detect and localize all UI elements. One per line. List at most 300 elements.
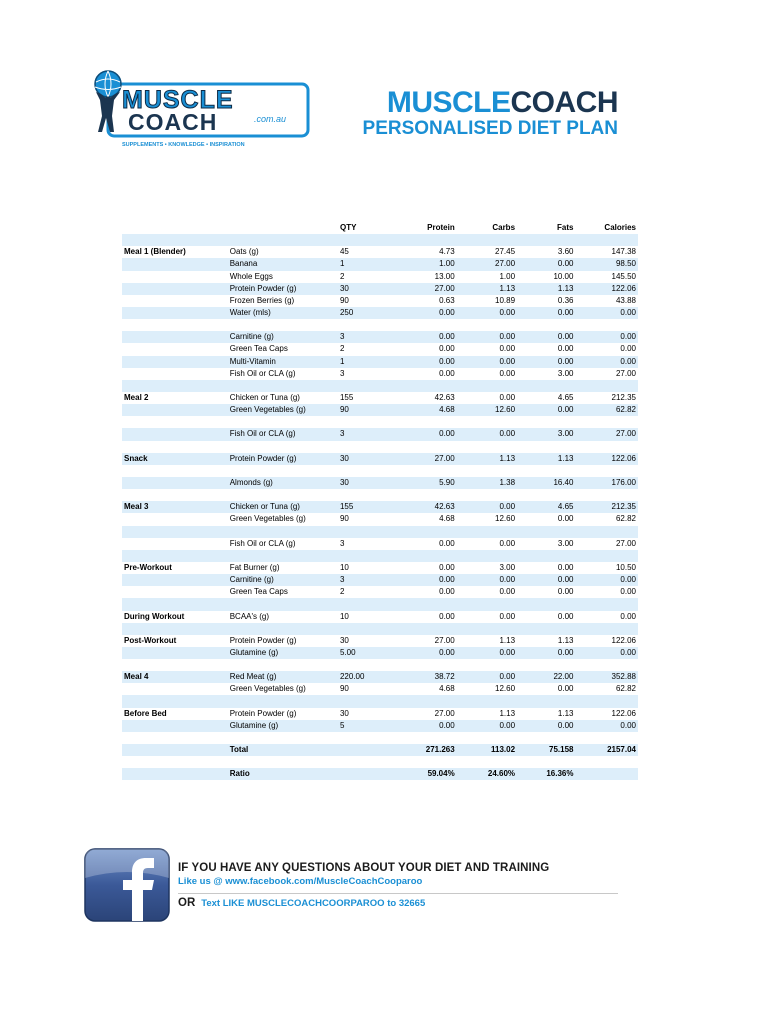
footer-question: IF YOU HAVE ANY QUESTIONS ABOUT YOUR DIET AND TRAINING [178, 862, 550, 874]
cell-item: Green Vegetables (g) [229, 514, 306, 524]
cell-qty: 2 [339, 587, 345, 597]
cell-meal [122, 477, 228, 489]
cell-calories: 10.50 [615, 563, 636, 572]
cell-qty: 30 [339, 635, 349, 645]
cell-protein: 0.00 [400, 574, 457, 586]
cell-meal [122, 271, 228, 283]
cell-qty: 3 [338, 428, 400, 440]
cell-carbs [457, 598, 517, 610]
cell-item [228, 234, 338, 246]
cell-protein: 0.00 [400, 356, 457, 368]
table-row [122, 611, 638, 623]
table-row [122, 623, 638, 635]
cell-carbs [457, 465, 517, 477]
cell-item [228, 465, 338, 477]
cell-qty: 3 [338, 574, 400, 586]
cell-calories [575, 489, 638, 501]
cell-carbs [457, 732, 517, 744]
col-header-item [228, 222, 338, 234]
cell-meal [122, 441, 228, 453]
cell-fats: 16.36% [517, 768, 575, 780]
col-header-calories: Calories [604, 223, 636, 233]
cell-protein: 38.72 [400, 671, 457, 683]
cell-carbs: 0.00 [457, 574, 517, 586]
cell-fats: 0.36 [557, 295, 574, 305]
cell-fats: 3.00 [557, 538, 574, 548]
cell-carbs [457, 234, 517, 246]
cell-meal [122, 683, 228, 695]
cell-item: BCAA's (g) [229, 611, 270, 621]
cell-carbs [457, 441, 517, 453]
cell-calories: 176.00 [575, 477, 638, 489]
cell-qty: 30 [338, 477, 400, 489]
cell-fats [517, 550, 575, 562]
cell-fats: 1.13 [517, 453, 575, 465]
table-row [122, 720, 638, 732]
cell-calories [575, 659, 638, 671]
cell-item: Water (mls) [228, 307, 338, 319]
cell-protein [400, 465, 457, 477]
cell-qty: 90 [338, 404, 400, 416]
cell-qty: 30 [338, 283, 400, 295]
cell-calories: 122.06 [611, 635, 636, 645]
cell-item: Almonds (g) [228, 477, 338, 489]
svg-text:COACH: COACH [128, 109, 218, 135]
cell-meal: Before Bed [124, 708, 167, 718]
cell-calories: 0.00 [620, 611, 636, 621]
footer-or-label: OR [178, 897, 196, 909]
cell-meal [122, 368, 228, 380]
cell-carbs: 12.60 [495, 684, 516, 694]
cell-item [228, 489, 338, 501]
cell-protein [400, 550, 457, 562]
footer-divider [178, 893, 618, 894]
cell-carbs: 27.00 [457, 258, 517, 270]
table-row [122, 574, 638, 586]
table-row [122, 392, 638, 404]
cell-fats [517, 319, 575, 331]
table-row [122, 416, 638, 428]
cell-carbs: 1.13 [499, 708, 516, 718]
cell-item [228, 623, 338, 635]
cell-fats: 0.00 [517, 331, 575, 343]
cell-protein [400, 380, 457, 392]
cell-item: Protein Powder (g) [228, 283, 338, 295]
cell-fats: 0.00 [557, 344, 574, 354]
cell-fats [517, 598, 575, 610]
cell-calories: 0.00 [575, 574, 638, 586]
cell-meal: Meal 3 [122, 501, 228, 513]
cell-meal [122, 538, 228, 550]
cell-qty: 10 [339, 563, 349, 572]
svg-text:SUPPLEMENTS • KNOWLEDGE • INSP: SUPPLEMENTS • KNOWLEDGE • INSPIRATION [122, 142, 245, 148]
table-row [122, 550, 638, 562]
table-row [122, 659, 638, 671]
cell-meal: Meal 1 (Blender) [124, 247, 186, 257]
cell-meal: Snack [122, 453, 228, 465]
cell-item: Protein Powder (g) [229, 635, 297, 645]
cell-qty: 30 [339, 708, 349, 718]
table-row [122, 331, 638, 343]
cell-fats: 0.00 [557, 563, 574, 572]
cell-fats: 0.00 [517, 720, 575, 732]
cell-item: Protein Powder (g) [228, 453, 338, 465]
cell-protein: 27.00 [434, 708, 455, 718]
table-row [122, 283, 638, 295]
cell-fats [517, 756, 575, 768]
cell-meal [122, 428, 228, 440]
table-row [122, 695, 638, 707]
cell-meal [122, 489, 228, 501]
cell-meal [122, 695, 228, 707]
cell-qty [338, 598, 400, 610]
cell-fats: 0.00 [557, 611, 574, 621]
cell-carbs: 27.45 [495, 247, 516, 257]
table-row [122, 683, 638, 695]
cell-carbs: 0.00 [499, 538, 516, 548]
cell-carbs: 1.38 [457, 477, 517, 489]
cell-protein [400, 659, 457, 671]
cell-carbs [457, 489, 517, 501]
cell-item [228, 732, 338, 744]
cell-calories [575, 234, 638, 246]
cell-fats: 0.00 [557, 587, 574, 597]
cell-qty: 10 [339, 611, 349, 621]
cell-protein: 0.00 [439, 368, 455, 378]
table-row [122, 562, 638, 574]
cell-qty [338, 623, 400, 635]
cell-protein: 1.00 [400, 258, 457, 270]
cell-carbs: 3.00 [499, 563, 516, 572]
cell-fats [517, 416, 575, 428]
cell-qty: 3 [338, 331, 400, 343]
cell-fats [517, 465, 575, 477]
cell-fats [517, 695, 575, 707]
cell-meal [122, 416, 228, 428]
cell-protein: 0.00 [439, 344, 455, 354]
cell-meal [122, 586, 228, 598]
cell-meal: Meal 2 [124, 393, 149, 403]
table-row [122, 465, 638, 477]
cell-calories [575, 526, 638, 538]
cell-meal [122, 356, 228, 368]
cell-meal [122, 283, 228, 295]
cell-carbs: 0.00 [457, 356, 517, 368]
cell-meal [122, 732, 228, 744]
facebook-icon[interactable] [84, 848, 170, 922]
cell-item: Frozen Berries (g) [229, 295, 295, 305]
cell-carbs: 0.00 [457, 671, 517, 683]
cell-qty [338, 416, 400, 428]
cell-qty: 90 [339, 514, 349, 524]
cell-qty [338, 441, 400, 453]
cell-carbs: 0.00 [457, 428, 517, 440]
cell-protein: 0.00 [439, 611, 455, 621]
cell-qty: 2 [339, 271, 345, 281]
cell-protein: 0.00 [439, 563, 455, 572]
table-row [122, 647, 638, 659]
cell-qty: 45 [339, 247, 349, 257]
cell-protein: 27.00 [400, 283, 457, 295]
cell-carbs: 1.13 [457, 453, 517, 465]
col-header-protein: Protein [427, 223, 455, 233]
cell-fats: 0.00 [517, 356, 575, 368]
col-header-carbs: Carbs [492, 223, 516, 233]
cell-qty: 90 [339, 684, 349, 694]
cell-item [228, 441, 338, 453]
cell-item: Protein Powder (g) [229, 708, 297, 718]
cell-item: Green Vegetables (g) [229, 684, 306, 694]
diet-plan-table [122, 222, 638, 780]
cell-calories: 0.00 [575, 307, 638, 319]
table-row [122, 732, 638, 744]
table-row [122, 598, 638, 610]
cell-qty [338, 732, 400, 744]
cell-calories: 62.82 [615, 684, 636, 694]
sms-offer: Text LIKE MUSCLECOACHCOORPAROO to 32665 [201, 898, 426, 909]
cell-item: Green Tea Caps [229, 587, 288, 597]
cell-carbs: 12.60 [495, 514, 516, 524]
title-subtitle: PERSONALISED DIET PLAN [362, 118, 618, 139]
cell-calories: 27.00 [615, 538, 636, 548]
cell-meal [122, 295, 228, 307]
cell-meal [122, 574, 228, 586]
cell-fats [517, 659, 575, 671]
cell-item: Multi-Vitamin [228, 356, 338, 368]
cell-protein [400, 756, 457, 768]
cell-item [228, 526, 338, 538]
cell-fats: 4.65 [517, 501, 575, 513]
cell-fats: 3.60 [557, 247, 574, 257]
cell-calories [575, 756, 638, 768]
cell-meal [122, 307, 228, 319]
cell-protein [400, 441, 457, 453]
cell-item [228, 659, 338, 671]
cell-carbs: 0.00 [457, 647, 517, 659]
cell-calories: 122.06 [575, 283, 638, 295]
cell-meal [122, 331, 228, 343]
cell-meal [122, 526, 228, 538]
cell-carbs: 113.02 [457, 744, 517, 756]
table-row [122, 586, 638, 598]
cell-protein: 0.00 [400, 428, 457, 440]
table-header-row [122, 222, 638, 234]
cell-protein: 5.90 [400, 477, 457, 489]
table-row [122, 526, 638, 538]
cell-item: Carnitine (g) [228, 574, 338, 586]
cell-meal [122, 768, 228, 780]
cell-calories: 147.38 [611, 247, 636, 257]
cell-protein: 4.68 [400, 404, 457, 416]
cell-protein: 0.00 [400, 720, 457, 732]
cell-fats: 1.13 [557, 708, 574, 718]
cell-protein [400, 234, 457, 246]
table-row [122, 441, 638, 453]
cell-protein: 271.263 [400, 744, 457, 756]
cell-qty [338, 526, 400, 538]
cell-calories [575, 465, 638, 477]
cell-fats: 0.00 [557, 514, 574, 524]
cell-fats: 4.65 [557, 393, 574, 403]
title-muscle: MUSCLE [386, 86, 511, 119]
cell-protein: 0.00 [439, 587, 455, 597]
cell-qty: 3 [339, 538, 345, 548]
cell-qty [338, 756, 400, 768]
table-row [122, 768, 638, 780]
table-row [122, 234, 638, 246]
cell-calories: 62.82 [615, 514, 636, 524]
cell-carbs: 0.00 [499, 587, 516, 597]
cell-meal [122, 720, 228, 732]
table-row [122, 404, 638, 416]
cell-item: Ratio [228, 768, 338, 780]
cell-carbs: 12.60 [457, 404, 517, 416]
cell-calories [575, 732, 638, 744]
cell-carbs: 0.00 [499, 344, 516, 354]
cell-fats: 1.13 [557, 635, 574, 645]
cell-calories [575, 319, 638, 331]
cell-carbs: 0.00 [499, 368, 516, 378]
cell-calories [575, 380, 638, 392]
facebook-link[interactable]: Like us @ www.facebook.com/MuscleCoachCooparoo [178, 876, 423, 887]
cell-calories [575, 416, 638, 428]
cell-calories: 27.00 [615, 368, 636, 378]
table-row [122, 538, 638, 550]
cell-carbs [457, 416, 517, 428]
table-row [122, 708, 638, 720]
footer-contact [178, 862, 618, 909]
cell-meal [122, 623, 228, 635]
table-row [122, 295, 638, 307]
cell-qty [338, 695, 400, 707]
title-brand [363, 88, 618, 118]
cell-fats: 3.00 [557, 368, 574, 378]
cell-protein [400, 732, 457, 744]
cell-item [228, 416, 338, 428]
cell-carbs: 24.60% [457, 768, 517, 780]
cell-item: Whole Eggs [229, 271, 273, 281]
table-row [122, 380, 638, 392]
cell-protein: 0.00 [400, 307, 457, 319]
cell-fats [517, 732, 575, 744]
cell-calories: 62.82 [575, 404, 638, 416]
table-row [122, 319, 638, 331]
cell-item: Total [228, 744, 338, 756]
cell-protein [400, 598, 457, 610]
cell-protein: 27.00 [434, 635, 455, 645]
cell-fats: 0.00 [517, 647, 575, 659]
table-row [122, 368, 638, 380]
cell-fats: 0.00 [517, 307, 575, 319]
cell-protein: 0.00 [439, 538, 455, 548]
table-row [122, 428, 638, 440]
cell-meal [122, 598, 228, 610]
cell-calories: 0.00 [620, 587, 636, 597]
cell-carbs: 0.00 [499, 611, 516, 621]
cell-qty [338, 659, 400, 671]
cell-item: Green Tea Caps [229, 344, 288, 354]
cell-protein: 42.63 [400, 501, 457, 513]
cell-calories: 0.00 [575, 647, 638, 659]
cell-meal [122, 404, 228, 416]
cell-fats [517, 623, 575, 635]
table-row [122, 489, 638, 501]
cell-calories [575, 695, 638, 707]
cell-protein: 4.73 [439, 247, 455, 257]
cell-item [228, 756, 338, 768]
cell-fats: 75.158 [517, 744, 575, 756]
cell-fats: 22.00 [517, 671, 575, 683]
cell-protein [400, 526, 457, 538]
cell-protein [400, 416, 457, 428]
cell-carbs: 1.00 [499, 271, 516, 281]
cell-calories: 352.88 [575, 671, 638, 683]
cell-qty: 155 [339, 393, 354, 403]
cell-item: Red Meat (g) [228, 671, 338, 683]
col-header-fats: Fats [557, 223, 574, 233]
cell-fats [517, 441, 575, 453]
cell-meal [122, 319, 228, 331]
cell-fats [517, 489, 575, 501]
cell-protein: 0.00 [400, 647, 457, 659]
cell-item: Fish Oil or CLA (g) [229, 538, 296, 548]
cell-meal [122, 647, 228, 659]
table-row [122, 307, 638, 319]
cell-fats: 0.00 [557, 684, 574, 694]
cell-item: Glutamine (g) [228, 647, 338, 659]
cell-carbs [457, 380, 517, 392]
cell-qty: 5.00 [338, 647, 400, 659]
cell-carbs [457, 526, 517, 538]
table-row [122, 258, 638, 270]
table-row [122, 635, 638, 647]
cell-item [228, 550, 338, 562]
cell-item [228, 319, 338, 331]
cell-calories: 0.00 [575, 356, 638, 368]
table-row [122, 343, 638, 355]
footer-sms-line [178, 897, 618, 909]
cell-protein: 4.68 [439, 684, 455, 694]
table-row [122, 744, 638, 756]
cell-qty [338, 489, 400, 501]
cell-qty: 220.00 [338, 671, 400, 683]
cell-fats: 1.13 [517, 283, 575, 295]
cell-calories: 98.50 [575, 258, 638, 270]
cell-calories: 43.88 [615, 295, 636, 305]
cell-qty: 30 [338, 453, 400, 465]
cell-fats: 16.40 [517, 477, 575, 489]
col-header-qty: QTY [339, 223, 357, 233]
cell-meal [122, 659, 228, 671]
cell-carbs: 0.00 [499, 393, 516, 403]
cell-item: Banana [228, 258, 338, 270]
cell-calories [575, 598, 638, 610]
cell-carbs [457, 550, 517, 562]
table-body [122, 234, 638, 780]
cell-meal [122, 756, 228, 768]
cell-qty: 1 [338, 356, 400, 368]
cell-meal [122, 744, 228, 756]
cell-qty: 90 [339, 295, 349, 305]
cell-item: Green Vegetables (g) [228, 404, 338, 416]
musclecoach-logo [82, 70, 312, 150]
cell-item: Fish Oil or CLA (g) [229, 368, 296, 378]
cell-qty [338, 319, 400, 331]
cell-fats: 0.00 [517, 574, 575, 586]
cell-protein [400, 319, 457, 331]
cell-meal [122, 550, 228, 562]
cell-calories [575, 441, 638, 453]
